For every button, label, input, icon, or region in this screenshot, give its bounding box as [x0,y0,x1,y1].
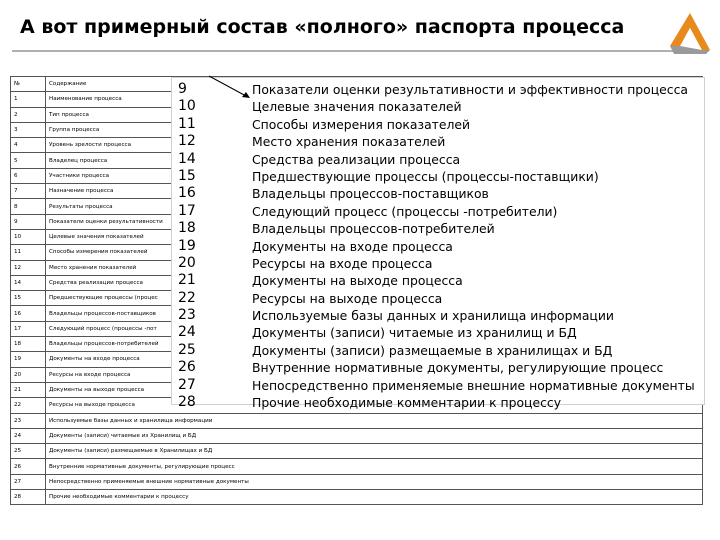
table-row-label: Документы на выходе процесса [46,382,703,397]
callout-item-text: Предшествующие процессы (процессы-поставщики) [252,168,599,184]
callout-item-text: Средства реализации процесса [252,151,461,167]
table-row-label: Внутренние нормативные документы, регулирующие процесс [46,459,703,474]
table-row-num: 5 [11,153,46,168]
table-row-num: 23 [11,413,46,428]
callout-item-text: Документы (записи) размещаемые в хранилищах и БД [252,342,613,358]
callout-item-text: Прочие необходимые комментарии к процессу [252,395,562,411]
table-row-label: Наименование процесса [46,92,703,107]
table-row-num: 21 [11,382,46,397]
table-row-num: 16 [11,306,46,321]
callout-item-text: Внутренние нормативные документы, регулирующие процесс [252,360,664,376]
impossible-triangle-icon [667,10,713,56]
table-row [11,444,703,459]
callout-item-number: 9 [178,81,187,97]
table-header-label: Содержание [46,77,703,92]
table-row-num: 3 [11,122,46,137]
table-row-label: Тип процесса [46,107,703,122]
table-row-num: 12 [11,260,46,275]
table-row [11,490,703,505]
callout-item-text: Место хранения показателей [252,134,446,150]
callout-text-list [252,81,695,411]
callout-item-number: 20 [178,254,196,271]
callout-item-number: 24 [178,324,196,341]
callout-item-text: Документы на входе процесса [252,238,453,254]
callout-item-text: Способы измерения показателей [252,116,471,132]
table-row-label: Владельцы процессов-потребителей [46,337,703,352]
callout-item-number: 21 [178,272,196,289]
callout-item-number: 17 [178,202,196,219]
page-title: А вот примерный состав «полного» паспорта процесса [20,16,625,38]
table-row-label: Прочие необходимые комментарии к процессу [46,490,703,505]
callout-item-text: Ресурсы на выходе процесса [252,290,443,306]
table-row [11,428,703,443]
table-row-label: Ресурсы на выходе процесса [46,398,703,413]
table-row-label: Документы (записи) размещаемые в Хранилищах и БД [46,444,703,459]
table-row-label: Владелец процесса [46,153,703,168]
table-row-label: Способы измерения показателей [46,245,703,260]
callout-item-number: 22 [178,289,196,306]
table-row-num: 20 [11,367,46,382]
table-row-label: Место хранения показателей [46,260,703,275]
callout-item-text: Следующий процесс (процессы -потребители) [252,203,558,219]
callout-item-text: Документы (записи) читаемые из хранилищ и БД [252,325,577,341]
table-row-num: 6 [11,168,46,183]
callout-item-text: Ресурсы на входе процесса [252,255,433,271]
table-row-num: 27 [11,474,46,489]
table-row-num: 7 [11,184,46,199]
table-row-num: 26 [11,459,46,474]
callout-item-number: 18 [178,220,196,237]
callout-item-number: 11 [178,115,196,132]
callout-item-text: Документы на выходе процесса [252,273,463,289]
callout-item-number: 23 [178,307,196,324]
table-header-num: № [11,77,46,92]
table-row-num: 10 [11,229,46,244]
callout-item-number: 10 [178,98,196,115]
table-row-num: 19 [11,352,46,367]
callout-item-number: 15 [178,167,196,184]
callout-item-text: Владельцы процессов-потребителей [252,221,495,237]
table-row [11,413,703,428]
callout-item-number: 25 [178,341,196,358]
callout-item-text: Непосредственно применяемые внешние нормативные документы [252,377,695,393]
table-row [11,459,703,474]
callout-item-number: 28 [178,394,196,411]
table-row-label: Используемые базы данных и хранилища информации [46,413,703,428]
table-row-num: 14 [11,275,46,290]
table-row-num: 28 [11,490,46,505]
callout-item-number: 26 [178,359,196,376]
arrow-icon [206,74,256,104]
callout-item-text: Показатели оценки результативности и эффективности процесса [252,82,689,97]
table-row-label: Группа процесса [46,122,703,137]
table-row-num: 1 [11,92,46,107]
table-row-num: 18 [11,337,46,352]
callout-item-number: 12 [178,133,196,150]
title-divider [12,50,702,52]
table-row-label: Средства реализации процесса [46,275,703,290]
table-row-label: Предшествующие процессы (процес [46,291,703,306]
table-row-num: 17 [11,321,46,336]
table-row-num: 4 [11,138,46,153]
table-row-label: Владельцы процессов-поставщиков [46,306,703,321]
table-row [11,474,703,489]
table-row-label: Документы на входе процесса [46,352,703,367]
callout-item-text: Целевые значения показателей [252,99,462,115]
table-row-label: Результаты процесса [46,199,703,214]
callout-item-number: 27 [178,376,196,393]
table-row-label: Назначение процесса [46,184,703,199]
table-row-label: Непосредственно применяемые внешние нормативные документы [46,474,703,489]
table-row-num: 8 [11,199,46,214]
callout-item-number: 19 [178,237,196,254]
table-row-num: 25 [11,444,46,459]
table-row-label: Целевые значения показателей [46,229,703,244]
table-row-num: 11 [11,245,46,260]
table-row-label: Документы (записи) читаемые из Хранилищ и БД [46,428,703,443]
table-row-num: 24 [11,428,46,443]
table-row-label: Показатели оценки результативности [46,214,703,229]
callout-item-text: Владельцы процессов-поставщиков [252,186,489,202]
table-row-num: 15 [11,291,46,306]
callout-item-text: Используемые базы данных и хранилища информации [252,308,614,324]
table-row-label: Следующий процесс (процессы -пот [46,321,703,336]
table-row-num: 2 [11,107,46,122]
table-row-num: 9 [11,214,46,229]
table-row-label: Уровень зрелости процесса [46,138,703,153]
table-row-num: 22 [11,398,46,413]
table-row-label: Ресурсы на входе процесса [46,367,703,382]
callout-item-number: 14 [178,150,196,167]
callout-number-list [178,81,196,411]
callout-item-number: 16 [178,185,196,202]
table-row-label: Участники процесса [46,168,703,183]
